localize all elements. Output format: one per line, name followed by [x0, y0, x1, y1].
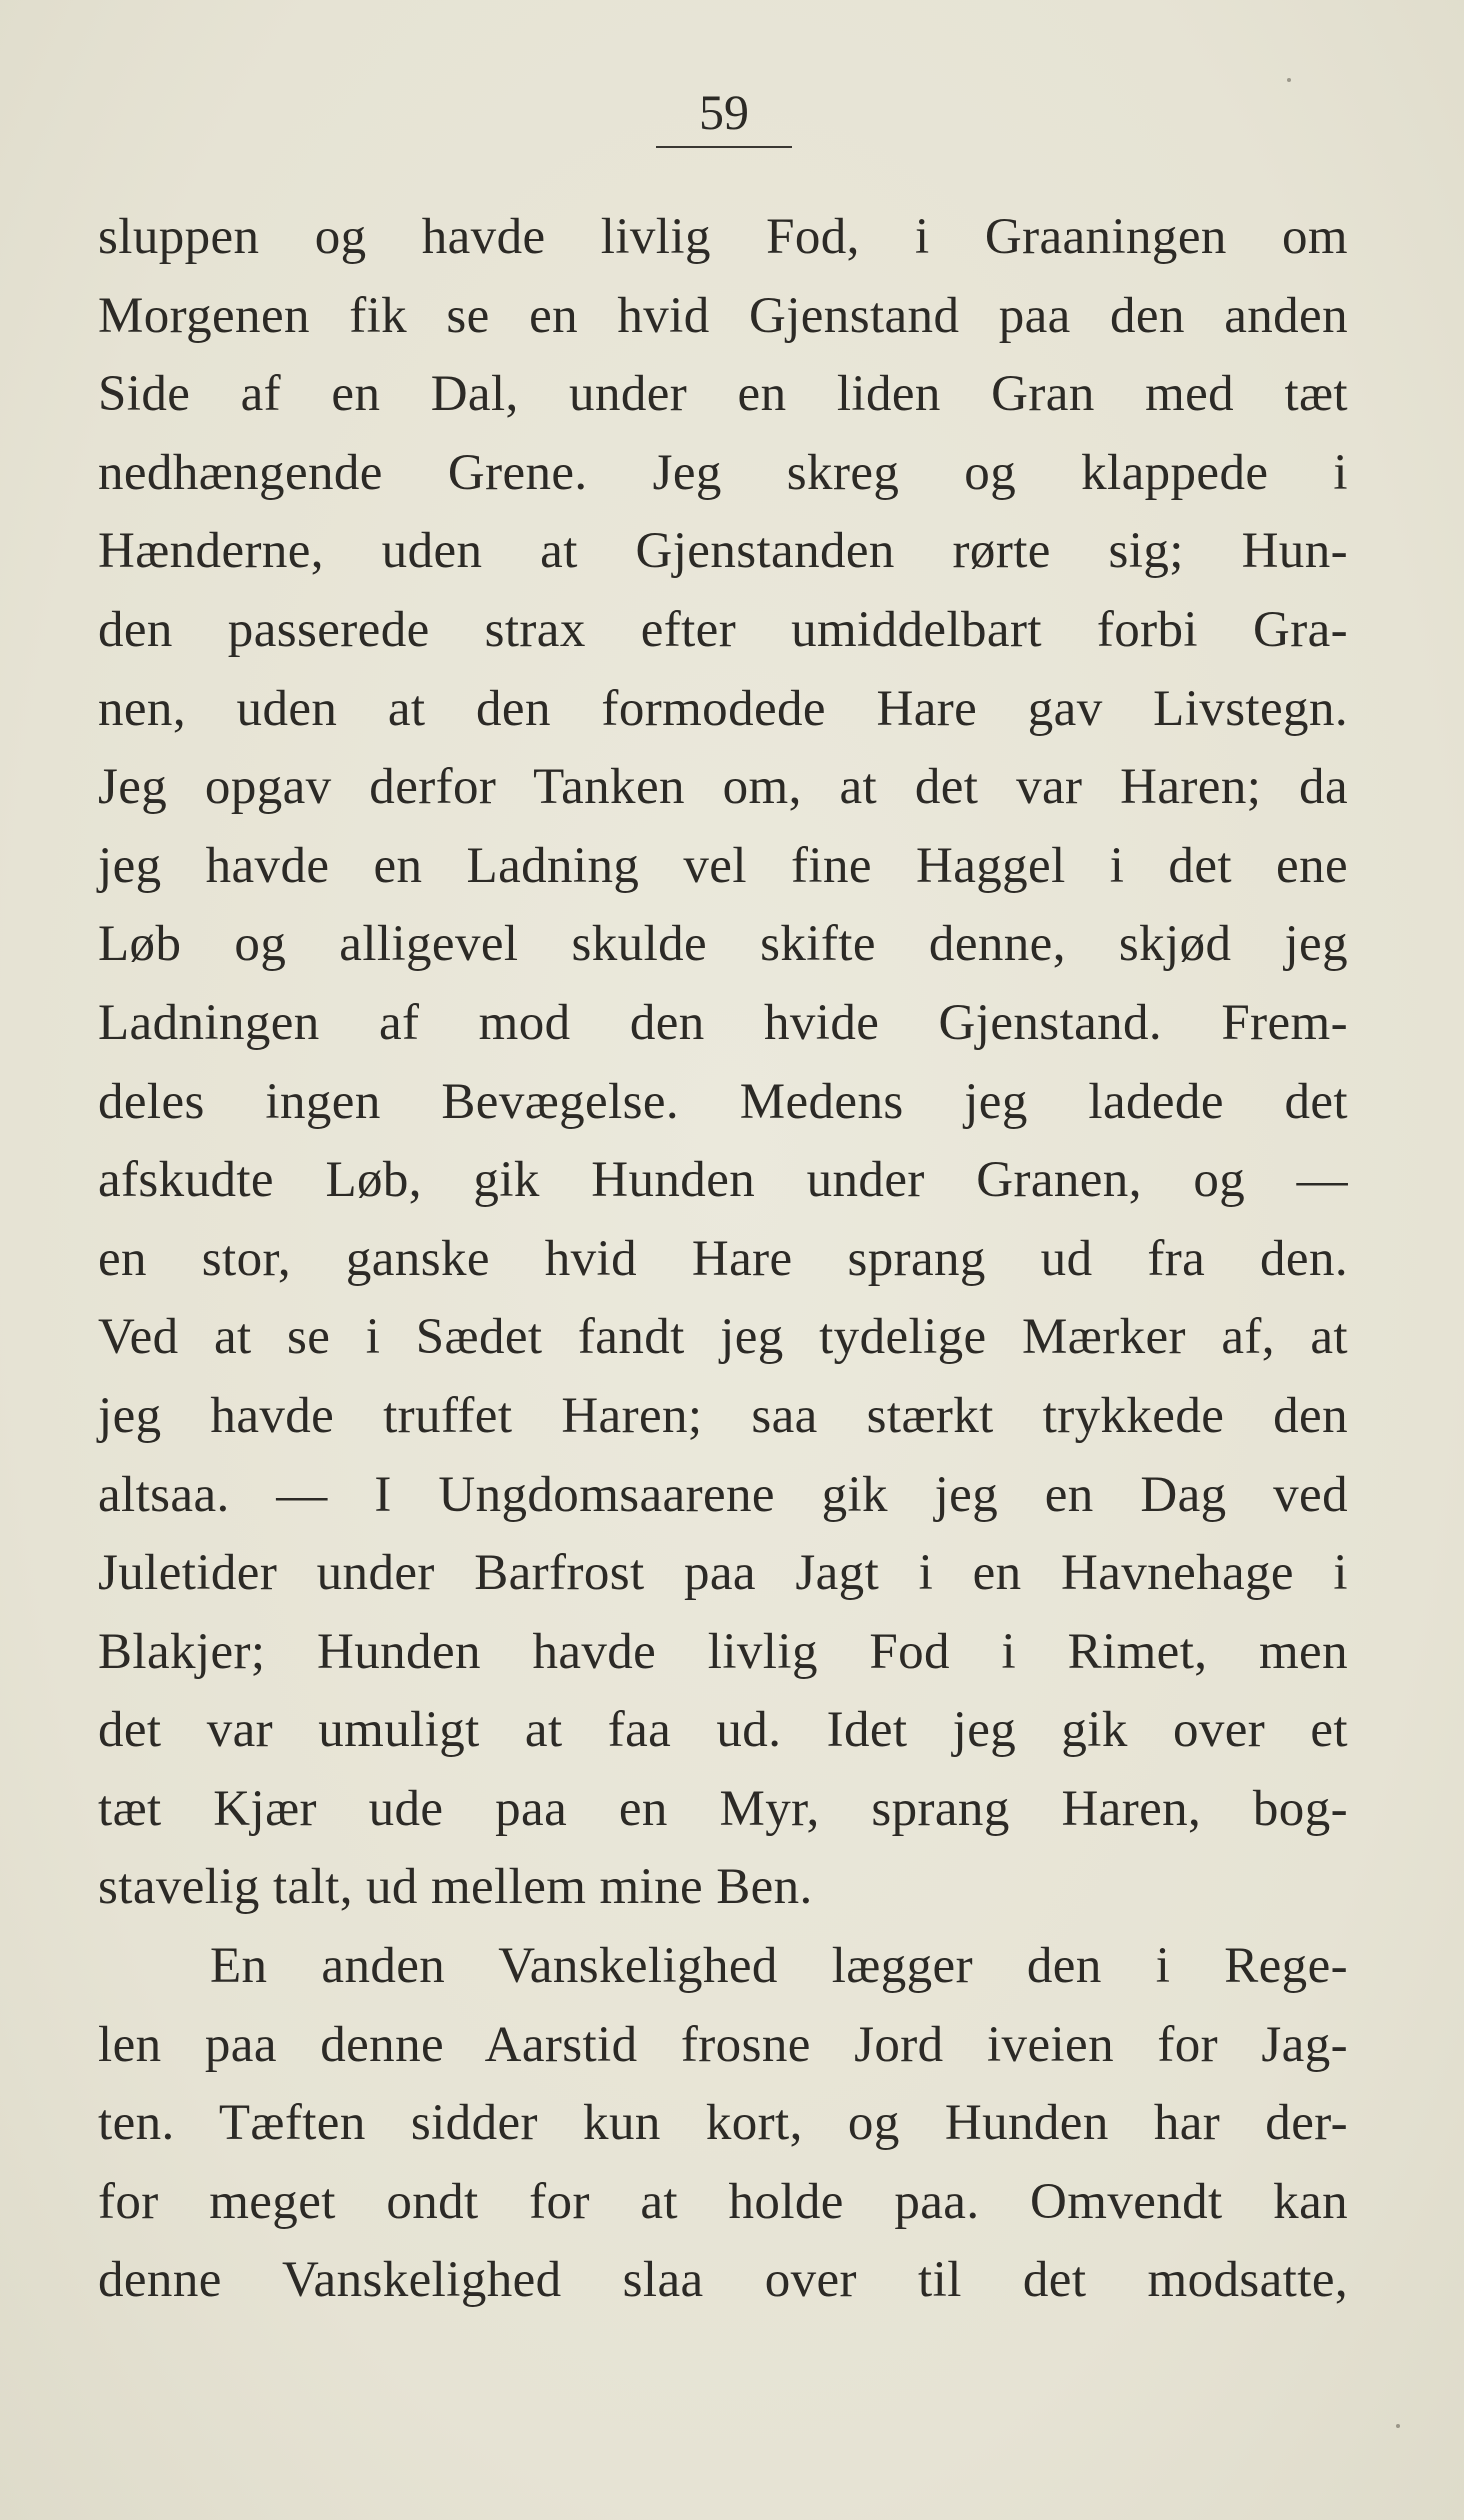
text-line: Jeg opgav derfor Tanken om, at det var Haren; da — [98, 759, 1348, 816]
text-line: en stor, ganske hvid Hare sprang ud fra den. — [98, 1230, 1348, 1287]
text-line: Juletider under Barfrost paa Jagt i en Havnehage i — [98, 1545, 1348, 1602]
text-line: nedhængende Grene. Jeg skreg og klappede i — [98, 444, 1348, 501]
text-line: Hænderne, uden at Gjenstanden rørte sig; Hun- — [98, 523, 1348, 580]
text-line: Ved at se i Sædet fandt jeg tydelige Mærker af, at — [98, 1309, 1348, 1366]
text-line: Morgenen fik se en hvid Gjenstand paa den anden — [98, 287, 1348, 344]
page-number: 59 — [699, 84, 749, 140]
text-line: nen, uden at den formodede Hare gav Livstegn. — [98, 680, 1348, 737]
paper-speck — [1287, 78, 1291, 82]
page-number-rule — [656, 146, 792, 148]
text-line: Ladningen af mod den hvide Gjenstand. Frem- — [98, 994, 1348, 1051]
text-line: En anden Vanskelighed lægger den i Rege- — [210, 1938, 1348, 1995]
text-line: den passerede strax efter umiddelbart forbi Gra- — [98, 601, 1348, 658]
text-line: len paa denne Aarstid frosne Jord iveien for Jag- — [98, 2016, 1348, 2073]
text-line: afskudte Løb, gik Hunden under Granen, og — — [98, 1152, 1348, 1209]
text-line: jeg havde truffet Haren; saa stærkt trykkede den — [98, 1387, 1348, 1444]
text-line: stavelig talt, ud mellem mine Ben. — [98, 1859, 813, 1916]
text-line: tæt Kjær ude paa en Myr, sprang Haren, bog- — [98, 1780, 1348, 1837]
text-line: Blakjer; Hunden havde livlig Fod i Rimet, men — [98, 1623, 1348, 1680]
body-text — [98, 198, 1348, 2320]
text-line: deles ingen Bevægelse. Medens jeg ladede det — [98, 1073, 1348, 1130]
text-line: ten. Tæften sidder kun kort, og Hunden har der- — [98, 2095, 1348, 2152]
text-line: jeg havde en Ladning vel fine Haggel i det ene — [98, 837, 1348, 894]
text-line: det var umuligt at faa ud. Idet jeg gik over et — [98, 1702, 1348, 1759]
text-line: Løb og alligevel skulde skifte denne, skjød jeg — [98, 916, 1348, 973]
text-line: Side af en Dal, under en liden Gran med tæt — [98, 366, 1348, 423]
text-line: sluppen og havde livlig Fod, i Graaningen om — [98, 209, 1348, 265]
text-line: for meget ondt for at holde paa. Omvendt kan — [98, 2173, 1348, 2230]
paper-speck — [1396, 2424, 1400, 2428]
text-line: altsaa. — I Ungdomsaarene gik jeg en Dag ved — [98, 1466, 1348, 1523]
text-line: denne Vanskelighed slaa over til det modsatte, — [98, 2252, 1348, 2309]
